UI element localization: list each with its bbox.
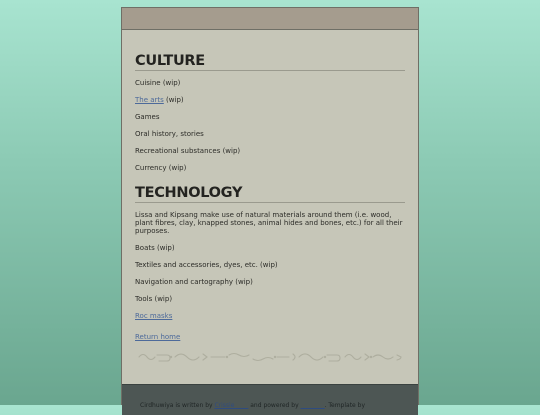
technology-item-navigation: Navigation and cartography (wip) (135, 278, 253, 286)
technology-intro: Lissa and Kipsang make use of natural materials around them (i.e. wood, plant fibres, clay, knapped stones, animal hides and bones, etc.) for all their purposes. (135, 211, 403, 235)
return-home-link[interactable]: Return home (135, 333, 181, 341)
culture-item-cuisine: Cuisine (wip) (135, 79, 181, 87)
roc-masks-link[interactable]: Roc masks (135, 312, 173, 320)
content-panel (121, 7, 419, 409)
technology-item-textiles: Textiles and accessories, dyes, etc. (wip) (135, 261, 278, 269)
ornamental-divider (135, 350, 407, 364)
culture-list (135, 79, 405, 172)
technology-heading: TECHNOLOGY (135, 185, 405, 203)
footer-platform-link[interactable]: ________ (300, 402, 325, 409)
technology-list (135, 211, 405, 320)
culture-item-recreational: Recreational substances (wip) (135, 147, 241, 155)
footer-text-end: . Template by (324, 402, 366, 409)
footer-text-start: Cirdhuwiya is written by (140, 402, 213, 409)
culture-item-arts (135, 96, 405, 104)
culture-item-games: Games (135, 113, 160, 121)
culture-item-oral-history: Oral history, stories (135, 130, 204, 138)
the-arts-link[interactable]: The arts (135, 96, 164, 104)
main-content (122, 53, 418, 364)
technology-item-boats: Boats (wip) (135, 244, 175, 252)
footer-author-link[interactable]: Crissie ____ (214, 402, 249, 409)
footer (122, 384, 418, 415)
top-bar (122, 8, 418, 30)
the-arts-suffix: (wip) (163, 96, 184, 104)
footer-credits (140, 402, 365, 409)
footer-text-mid: and powered by (250, 402, 299, 409)
technology-item-roc-masks (135, 312, 405, 320)
culture-item-currency: Currency (wip) (135, 164, 187, 172)
culture-heading: CULTURE (135, 53, 405, 71)
technology-item-tools: Tools (wip) (135, 295, 173, 303)
return-home-row (135, 333, 405, 341)
